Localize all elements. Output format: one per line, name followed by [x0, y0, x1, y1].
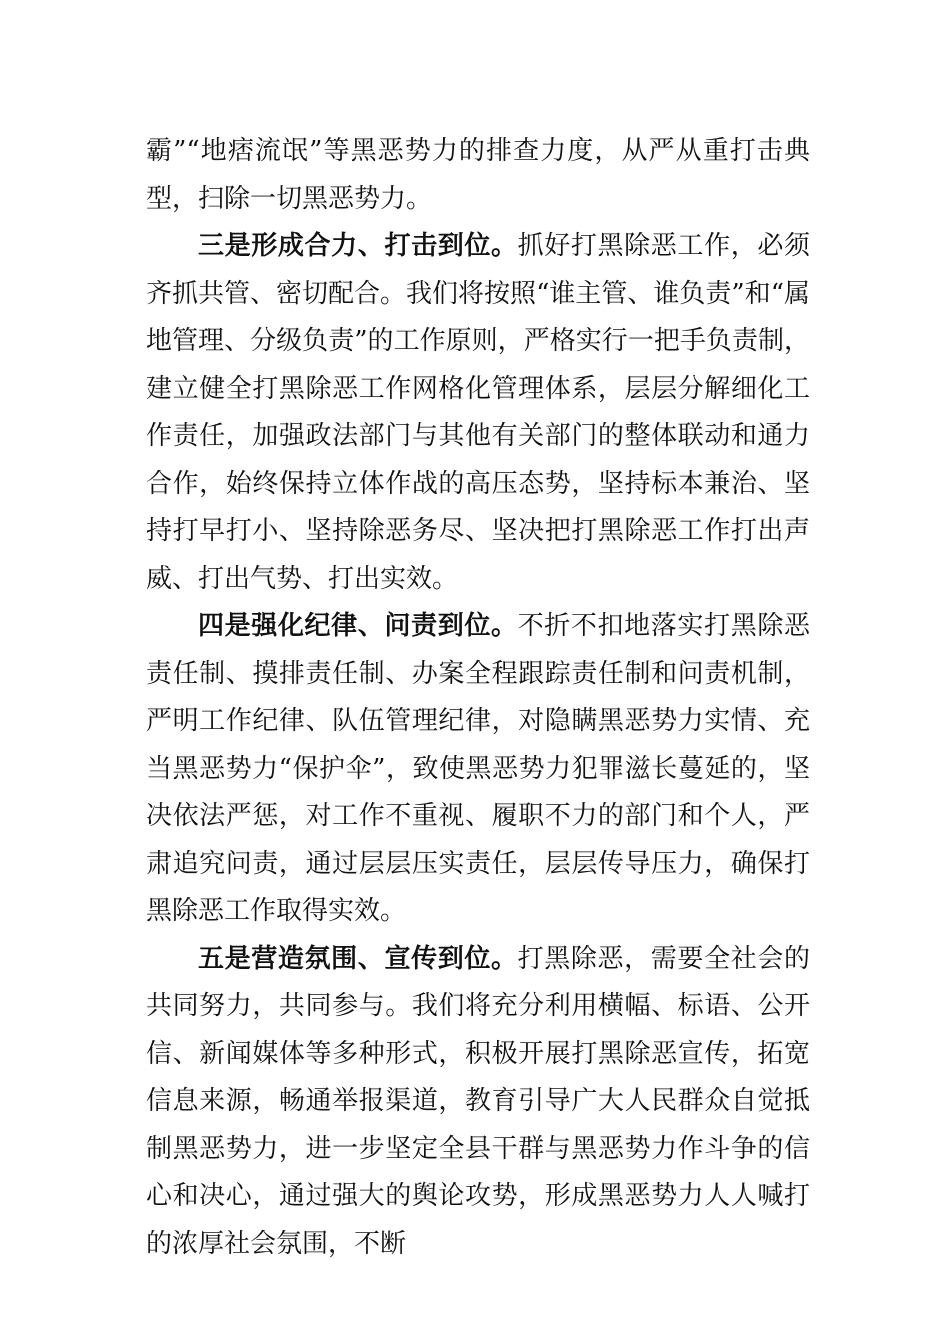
paragraph-continuation: [146, 128, 810, 223]
paragraph-text: 霸”“地痞流氓”等黑恶势力的排查力度，从严从重打击典型，扫除一切黑恶势力。: [146, 136, 810, 214]
paragraph-three: [146, 223, 810, 603]
paragraph-heading: 五是营造氛围、宣传到位。: [198, 943, 518, 974]
document-body: [146, 128, 810, 1268]
paragraph-text: 抓好打黑除恶工作，必须齐抓共管、密切配合。我们将按照“谁主管、谁负责”和“属地管理、分级负责”的工作原则，严格实行一把手负责制，建立健全打黑除恶工作网格化管理体系，层层分解细化工作责任，加强政法部门与其他有关部门的整体联动和通力合作，始终保持立体作战的高压态势，坚持标本兼治、坚持打早打小、坚持除恶务尽、坚决把打黑除恶工作打出声威、打出气势、打出实效。: [146, 231, 810, 594]
paragraph-text: 不折不扣地落实打黑除恶责任制、摸排责任制、办案全程跟踪责任制和问责机制，严明工作纪律、队伍管理纪律，对隐瞒黑恶势力实情、充当黑恶势力“保护伞”，致使黑恶势力犯罪滋长蔓延的，坚决依法严惩，对工作不重视、履职不力的部门和个人，严肃追究问责，通过层层压实责任，层层传导压力，确保打黑除恶工作取得实效。: [146, 611, 810, 926]
paragraph-heading: 四是强化纪律、问责到位。: [198, 611, 518, 641]
paragraph-text: 打黑除恶，需要全社会的共同努力，共同参与。我们将充分利用横幅、标语、公开信、新闻媒体等多种形式，积极开展打黑除恶宣传，拓宽信息来源，畅通举报渠道，教育引导广大人民群众自觉抵制黑恶势力，进一步坚定全县干群与黑恶势力作斗争的信心和决心，通过强大的舆论攻势，形成黑恶势力人人喊打的浓厚社会氛围，不断: [146, 943, 810, 1259]
paragraph-heading: 三是形成合力、打击到位。: [198, 231, 518, 261]
paragraph-four: [146, 603, 810, 936]
paragraph-five: [146, 936, 810, 1269]
